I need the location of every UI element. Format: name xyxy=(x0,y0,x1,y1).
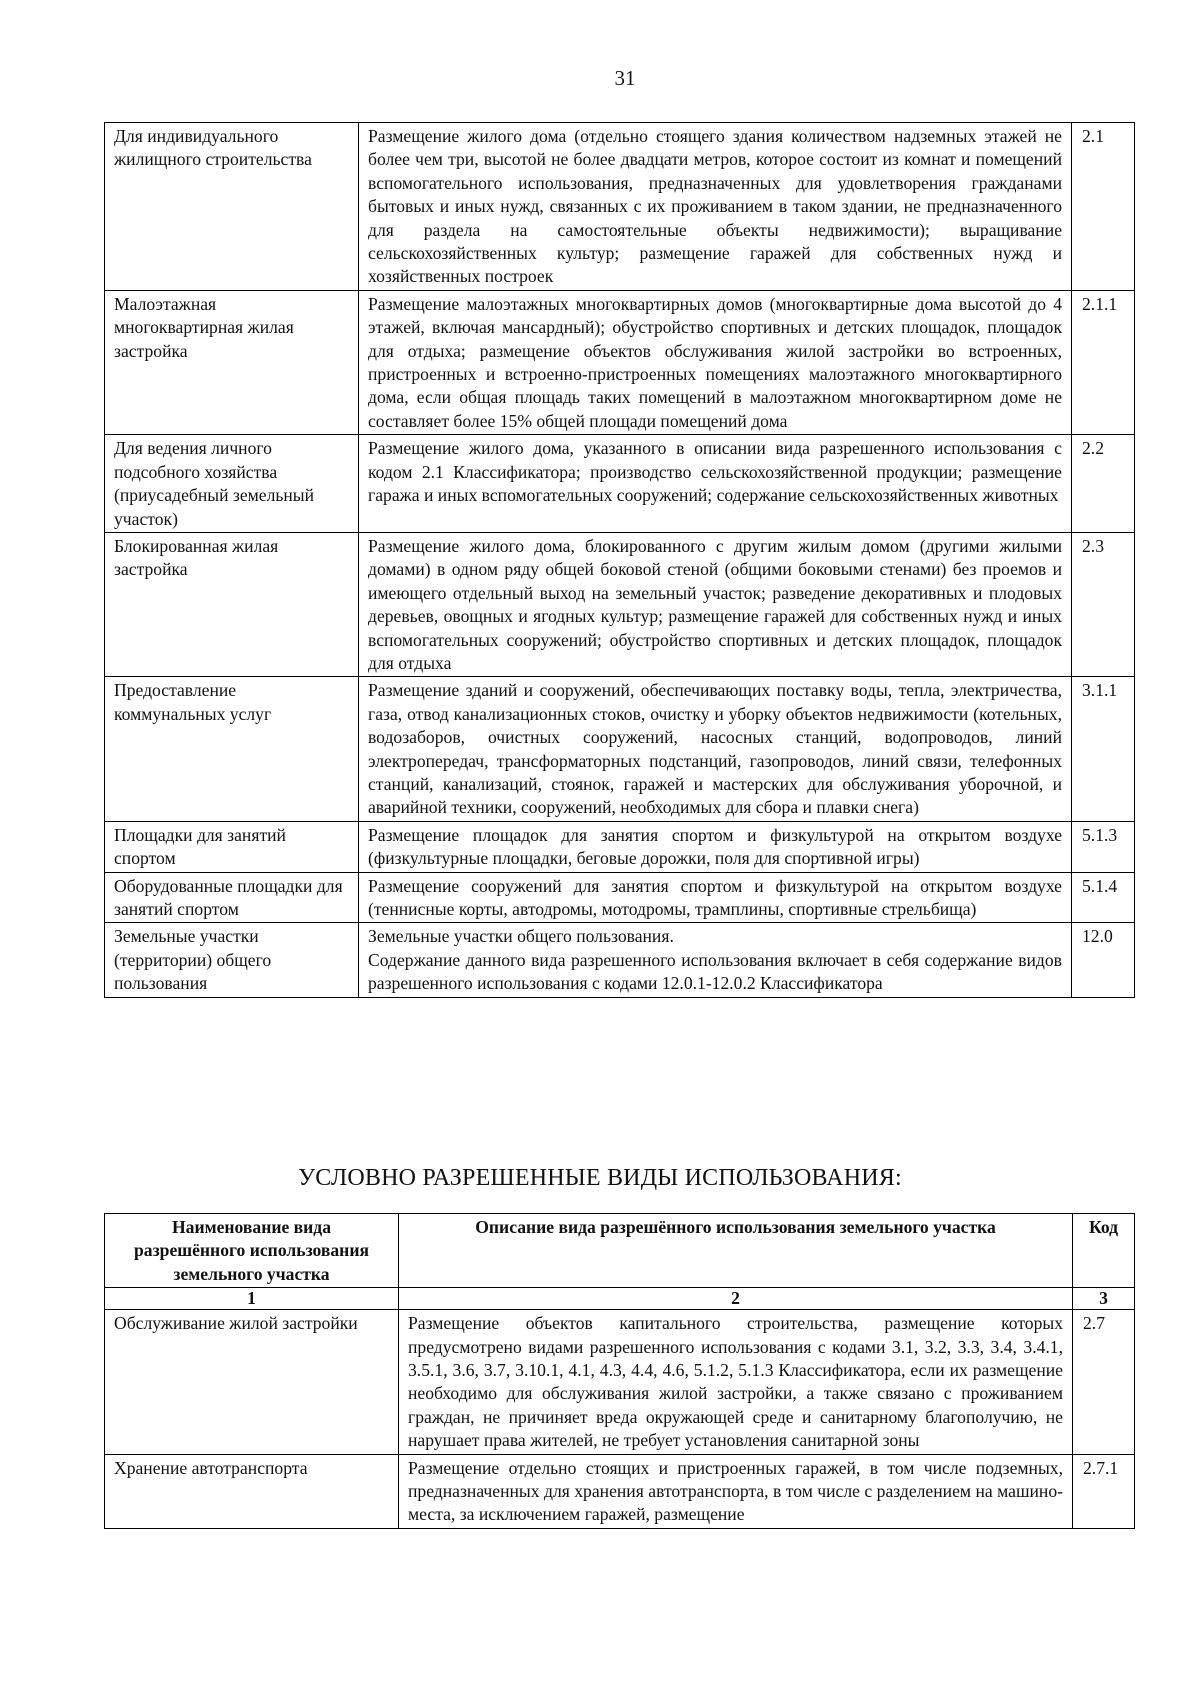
description-line: Содержание данного вида разрешенного использования включает в себя содержание видов разрешенного использования с кодами 12.0.1-12.0.2 Классификатора xyxy=(368,949,1062,994)
use-name: Площадки для занятий спортом xyxy=(105,821,359,872)
use-description: Размещение объектов капитального строительства, размещение которых предусмотрено видами разрешенного использования с кодами 3.1, 3.2, 3.3, 3.4, 3.4.1, 3.5.1, 3.6, 3.7, 3.10.1, 4.1, 4.3, 4.4, 4.6, 5.1.2, 5.1.3 Классификатора, если их размещение необходимо для обслуживания жилой застройки, а также связано с проживанием граждан, не причиняет вреда окружающей среде и санитарному благополучию, не нарушает права жителей, не требует установления санитарной зоны xyxy=(399,1310,1073,1454)
use-description: Размещение жилого дома, блокированного с другим жилым домом (другими жилыми домами) в одном ряду общей боковой стеной (общими боковыми стенами) без проемов и имеющего отдельный выход на земельный участок; разведение декоративных и плодовых деревьев, овощных и ягодных культур; размещение гаражей для собственных нужд и иных вспомогательных сооружений; обустройство спортивных и детских площадок, площадок для отдыха xyxy=(359,532,1072,676)
permitted-uses-table xyxy=(104,122,1135,998)
use-description xyxy=(359,923,1072,997)
use-name: Оборудованные площадки для занятий спортом xyxy=(105,872,359,923)
column-number: 3 xyxy=(1073,1288,1135,1310)
use-description: Размещение отдельно стоящих и пристроенных гаражей, в том числе подземных, предназначенных для хранения автотранспорта, в том числе с разделением на машино-места, за исключением гаражей, размещение xyxy=(399,1454,1073,1528)
table-row xyxy=(105,821,1135,872)
column-header-description: Описание вида разрешённого использования земельного участка xyxy=(399,1214,1073,1288)
use-name: Малоэтажная многоквартирная жилая застройка xyxy=(105,290,359,434)
use-description: Размещение жилого дома (отдельно стоящего здания количеством надземных этажей не более чем три, высотой не более двадцати метров, которое состоит из комнат и помещений вспомогательного использования, предназначенных для удовлетворения гражданами бытовых и иных нужд, связанных с их проживанием в таком здании, не предназначенного для раздела на самостоятельные объекты недвижимости); выращивание сельскохозяйственных культур; размещение гаражей для собственных нужд и хозяйственных построек xyxy=(359,123,1072,291)
use-name: Блокированная жилая застройка xyxy=(105,532,359,676)
use-code: 2.7 xyxy=(1073,1310,1135,1454)
table-row xyxy=(105,1454,1135,1528)
table-row xyxy=(105,677,1135,821)
table-row xyxy=(105,290,1135,434)
use-code: 2.2 xyxy=(1072,435,1135,533)
use-code: 12.0 xyxy=(1072,923,1135,997)
use-description: Размещение жилого дома, указанного в описании вида разрешенного использования с кодом 2.1 Классификатора; производство сельскохозяйственной продукции; размещение гаража и иных вспомогательных сооружений; содержание сельскохозяйственных животных xyxy=(359,435,1072,533)
use-description: Размещение площадок для занятия спортом и физкультурой на открытом воздухе (физкультурные площадки, беговые дорожки, поля для спортивной игры) xyxy=(359,821,1072,872)
description-line: Земельные участки общего пользования. xyxy=(368,926,674,947)
section-title: УСЛОВНО РАЗРЕШЕННЫЕ ВИДЫ ИСПОЛЬЗОВАНИЯ: xyxy=(298,1165,902,1191)
table-row xyxy=(105,1310,1135,1454)
use-code: 3.1.1 xyxy=(1072,677,1135,821)
table-row xyxy=(105,435,1135,533)
column-header-name: Наименование вида разрешённого использования земельного участка xyxy=(105,1214,399,1288)
use-description: Размещение малоэтажных многоквартирных домов (многоквартирные дома высотой до 4 этажей, включая мансардный); обустройство спортивных и детских площадок, площадок для отдыха; размещение объектов обслуживания жилой застройки во встроенных, пристроенных и встроенно-пристроенных помещениях малоэтажного многоквартирного дома, если общая площадь таких помещений в малоэтажном многоквартирном доме не составляет более 15% общей площади помещений дома xyxy=(359,290,1072,434)
column-header-code: Код xyxy=(1073,1214,1135,1288)
table-row xyxy=(105,872,1135,923)
header-row xyxy=(105,1214,1135,1288)
use-code: 2.1.1 xyxy=(1072,290,1135,434)
use-description: Размещение сооружений для занятия спортом и физкультурой на открытом воздухе (теннисные корты, автодромы, мотодромы, трамплины, спортивные стрельбища) xyxy=(359,872,1072,923)
table-row xyxy=(105,923,1135,997)
use-name: Для ведения личного подсобного хозяйства (приусадебный земельный участок) xyxy=(105,435,359,533)
use-code: 5.1.4 xyxy=(1072,872,1135,923)
column-number-row xyxy=(105,1288,1135,1310)
use-code: 2.7.1 xyxy=(1073,1454,1135,1528)
page-number: 31 xyxy=(614,66,636,90)
use-name: Обслуживание жилой застройки xyxy=(105,1310,399,1454)
use-code: 2.1 xyxy=(1072,123,1135,291)
use-name: Для индивидуального жилищного строительства xyxy=(105,123,359,291)
column-number: 2 xyxy=(399,1288,1073,1310)
use-code: 2.3 xyxy=(1072,532,1135,676)
table-row xyxy=(105,532,1135,676)
use-name: Земельные участки (территории) общего пользования xyxy=(105,923,359,997)
conditionally-permitted-uses-table xyxy=(104,1213,1135,1529)
table-row xyxy=(105,123,1135,291)
use-name: Предоставление коммунальных услуг xyxy=(105,677,359,821)
use-code: 5.1.3 xyxy=(1072,821,1135,872)
use-name: Хранение автотранспорта xyxy=(105,1454,399,1528)
column-number: 1 xyxy=(105,1288,399,1310)
use-description: Размещение зданий и сооружений, обеспечивающих поставку воды, тепла, электричества, газа, отвод канализационных стоков, очистку и уборку объектов недвижимости (котельных, водозаборов, очистных сооружений, насосных станций, водопроводов, линий электропередач, трансформаторных подстанций, газопроводов, линий связи, телефонных станций, канализаций, стоянок, гаражей и мастерских для обслуживания уборочной, и аварийной техники, сооружений, необходимых для сбора и плавки снега) xyxy=(359,677,1072,821)
